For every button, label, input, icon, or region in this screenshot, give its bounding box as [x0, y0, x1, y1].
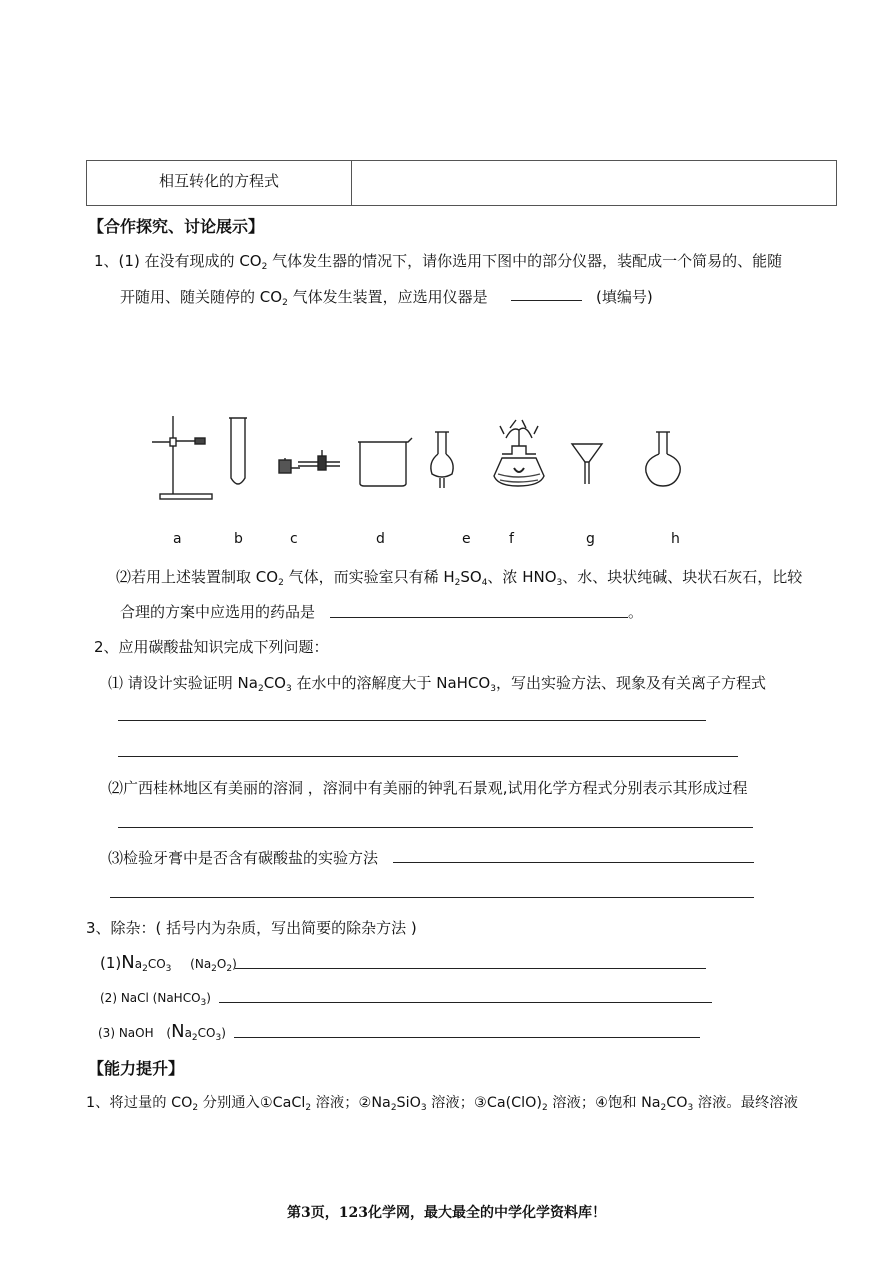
section-heading-cooperate: 【合作探究、讨论展示】: [88, 217, 265, 236]
q3-item2-blank[interactable]: [219, 1002, 712, 1003]
q1-fill-note: (填编号): [596, 288, 653, 306]
q1-line1: 1、(1) 在没有现成的 $CO_2$ 气体发生器的情况下，请你选用下图中的部分仪器，装配成一个简易的、能随: [94, 252, 783, 272]
q2-part2: ⑵广西桂林地区有美丽的溶洞 ，溶洞中有美丽的钟乳石景观,试用化学方程式分别表示其形成过程: [108, 779, 748, 797]
q1-part2-answer-blank[interactable]: [330, 617, 628, 618]
q3-item1: $(1)Na_2CO_3$ $(Na_2O_2)$: [100, 952, 237, 974]
apparatus-label-d: d: [376, 531, 385, 547]
apparatus-label-f: f: [509, 531, 514, 547]
apparatus-label-a: a: [173, 531, 182, 547]
flask-apparatus-icon: [494, 420, 544, 486]
funnel-icon: [572, 444, 602, 484]
q1-part2-end: 。: [628, 603, 644, 621]
q2-part1-blank-1[interactable]: [118, 720, 706, 721]
iron-stand-icon: [152, 416, 212, 499]
q2-part1: ⑴ 请设计实验证明 $Na_2CO_3$ 在水中的溶解度大于 NaHCO$_3$，写出实验方法、现象及有关离子方程式: [108, 674, 766, 694]
q3-item2: (2) NaCl (NaHCO$_3$): [100, 991, 211, 1008]
q4-line1: 1、将过量的 $CO_2$ 分别通入①CaCl$_2$ 溶液；$②Na_2SiO_3$ 溶液；$③Ca(ClO)_2$ 溶液；④饱和 $Na_2CO_3$ 溶液。最终溶液: [86, 1095, 798, 1113]
q2-part1-blank-2[interactable]: [118, 756, 738, 757]
q3-item1-blank[interactable]: [235, 968, 706, 969]
q1-part2-line2: 合理的方案中应选用的药品是: [120, 603, 316, 621]
table-row-label: 相互转化的方程式: [87, 161, 352, 206]
section-heading-improve: 【能力提升】: [88, 1059, 185, 1078]
q3-item3: (3) NaOH $(Na_2CO_3)$: [98, 1021, 226, 1043]
apparatus-label-b: b: [234, 531, 243, 547]
apparatus-label-c: c: [290, 531, 298, 547]
q2-part2-blank[interactable]: [118, 827, 753, 828]
funnel-bulb-icon: [431, 432, 453, 488]
q2-title: 2、应用碳酸盐知识完成下列问题：: [94, 638, 329, 656]
q2-part3-blank-2[interactable]: [110, 897, 754, 898]
round-flask-icon: [646, 432, 680, 486]
test-tube-icon: [229, 418, 247, 484]
q2-part3-blank-1[interactable]: [393, 862, 754, 863]
apparatus-label-g: g: [586, 531, 595, 547]
apparatus-figure: [140, 410, 720, 510]
page-footer: 第3页，123化学网，最大最全的中学化学资料库！: [287, 1205, 606, 1221]
q1-line2: 开随用、随关随停的 $CO_2$ 气体发生装置，应选用仪器是: [120, 288, 488, 308]
apparatus-label-h: h: [671, 531, 680, 547]
q1-answer-blank[interactable]: [511, 300, 582, 301]
q3-item3-blank[interactable]: [234, 1037, 700, 1038]
q1-part2-line1: ⑵若用上述装置制取 $CO_2$ 气体，而实验室只有稀 $H_2SO_4$、浓 $HNO_3$、水、块状纯碱、块状石灰石，比较: [116, 568, 803, 588]
q3-title: 3、除杂：( 括号内为杂质，写出简要的除杂方法 ): [86, 919, 417, 937]
table-row-value: [352, 161, 837, 206]
tube-clip-icon: [279, 450, 340, 473]
beaker-icon: [358, 438, 412, 486]
q2-part3: ⑶检验牙膏中是否含有碳酸盐的实验方法: [108, 849, 379, 867]
top-table: [86, 160, 837, 206]
apparatus-label-e: e: [462, 531, 471, 547]
